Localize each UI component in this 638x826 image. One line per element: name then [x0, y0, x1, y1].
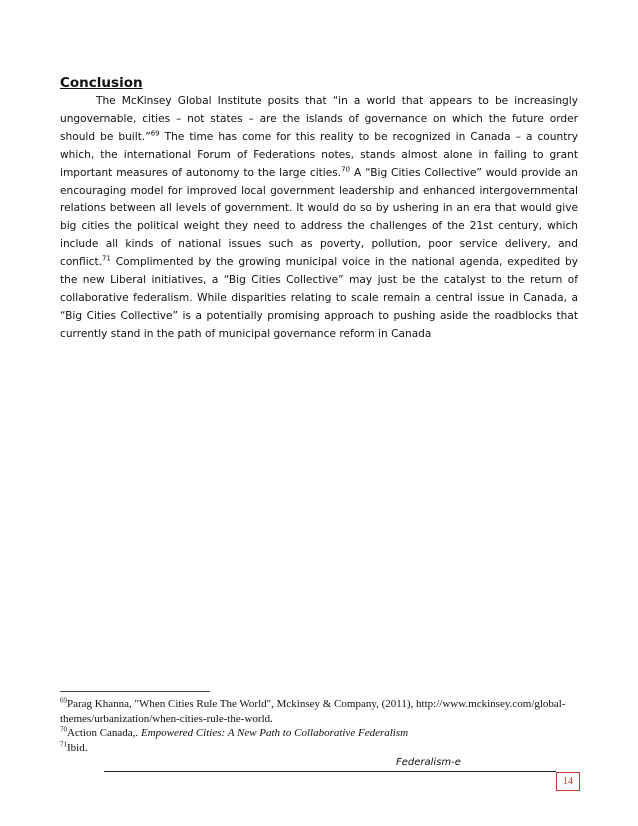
- footnote-text: Action Canada,.: [67, 727, 141, 739]
- footnote-title: Empowered Cities: A New Path to Collaborative Federalism: [140, 727, 409, 739]
- footnote-separator: [60, 691, 210, 692]
- sentence-4: Complimented by the growing municipal voice in the national agenda, expedited by the new Liberal initiatives, a “Big Cities Collective” may just be the catalyst to the return of collaborative federalism. While disparities relating to scale remain a central issue in Canada, a “Big Cities Collective” is a potentially promising approach to pushing aside the roadblocks that currently stand in the path of municipal governance reform in Canada: [60, 256, 578, 340]
- section-heading: Conclusion: [60, 75, 143, 91]
- footnote-69: [60, 697, 580, 726]
- footnote-ref-71[interactable]: 71: [101, 254, 111, 263]
- conclusion-paragraph: [60, 93, 578, 344]
- footnote-ref-69[interactable]: 69: [150, 129, 160, 138]
- page-number: 14: [563, 776, 573, 787]
- footnote-70: [60, 726, 580, 741]
- footnote-text: Ibid.: [67, 741, 88, 754]
- sentence-1: The McKinsey Global Institute posits that “in a world that appears to be increasingly ungovernable, cities – not states – are the islands of governance on which the future order should be built.”: [60, 95, 578, 143]
- footer-rule: [104, 771, 556, 772]
- paragraph-text: [60, 93, 578, 344]
- footnote-number: 70: [60, 725, 67, 734]
- sentence-2: The time has come for this reality to be recognized in Canada – a country which, the international Forum of Federations notes, stands almost alone in failing to grant important measures of autonomy to the large cities.: [60, 130, 578, 179]
- footnote-text: Parag Khanna, "When Cities Rule The World", Mckinsey & Company, (2011), http://www.mckinsey.com/global-themes/urbanization/when-cities-rule-the-world.: [60, 698, 566, 725]
- footnote-71: [60, 741, 580, 756]
- sentence-3: A “Big Cities Collective” would provide an encouraging model for improved local government leadership and enhanced intergovernmental relations between all levels of government. It would do so by ushering in an era that would give big cities the political weight they need to address the challenges of the 21st century, which include all kinds of national issues such as poverty, pollution, poor service delivery, and conflict.: [60, 166, 579, 269]
- footnote-number: 71: [60, 739, 67, 748]
- footnote-ref-70[interactable]: 70: [341, 165, 351, 174]
- footer-label: Federalism-e: [396, 757, 461, 768]
- page-number-box: [556, 772, 580, 791]
- footnote-number: 69: [60, 696, 67, 705]
- footnotes: [60, 697, 580, 755]
